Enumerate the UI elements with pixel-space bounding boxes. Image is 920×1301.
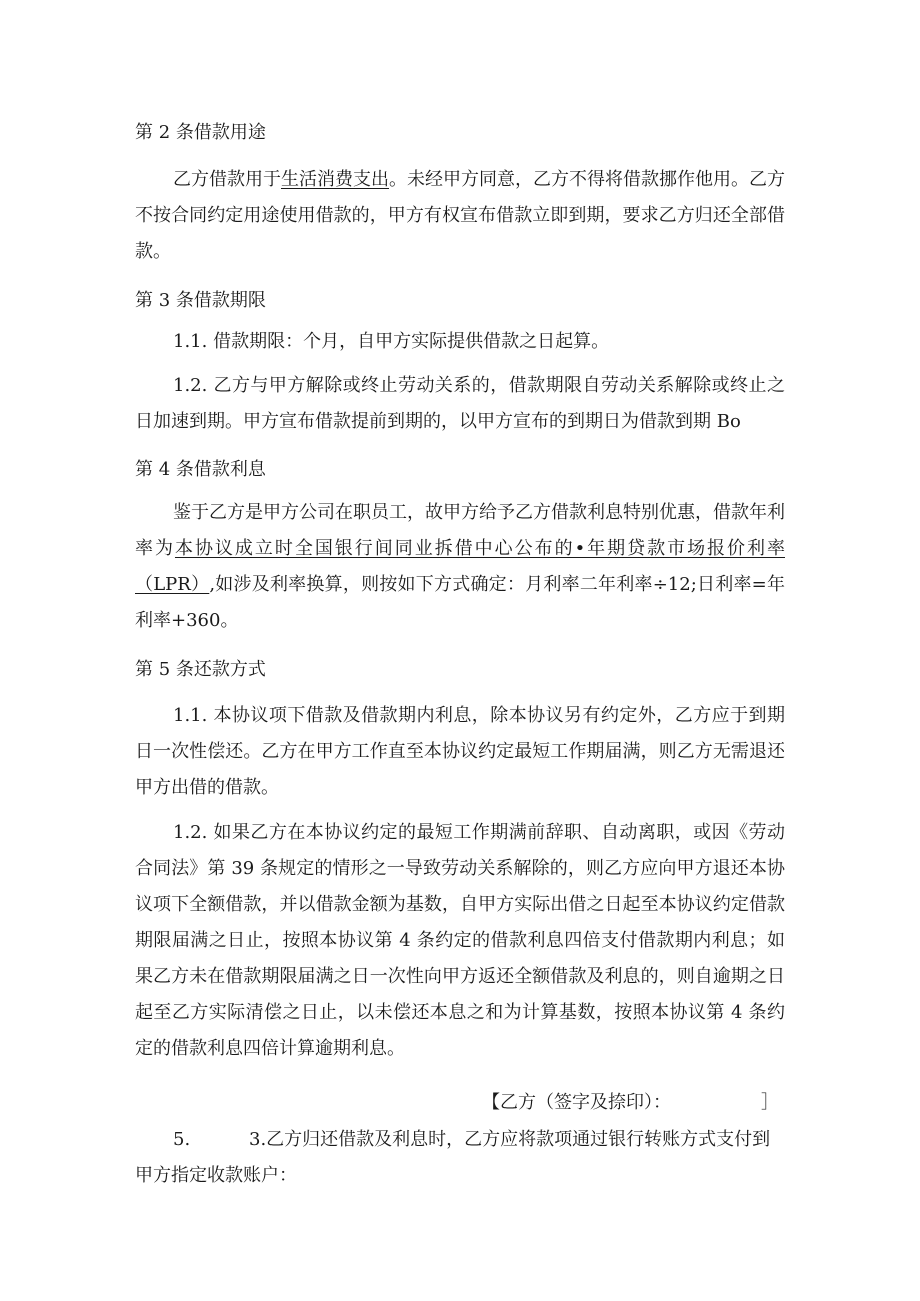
article-2-text-b: 。未经甲方同意，乙方不得将借款挪作他用。乙方不按合同约定用途使用借款的，甲方有权宣布借款立即到期，要求乙方归还全部借款。: [135, 169, 785, 262]
article-3-clause-1: 1.1. 借款期限：个月，自甲方实际提供借款之日起算。: [173, 331, 610, 352]
article-5-clause-3: [135, 1122, 785, 1194]
party-b-signature-line: [482, 1090, 779, 1116]
article-5-heading: 第 5 条还款方式: [135, 659, 266, 680]
article-4-paragraph: [135, 495, 785, 639]
article-5-clause-2: 1.2. 如果乙方在本协议约定的最短工作期满前辞职、自动离职，或因《劳动合同法》第 39 条规定的情形之一导致劳动关系解除的，则乙方应向甲方退还本协议项下全额借款，并以借款金额为基数，自甲方实际出借之日起至本协议约定借款期限届满之日止，按照本协议第 4 条约定的借款利息四倍支付借款期内利息；如果乙方未在借款期限届满之日一次性向甲方返还全额借款及利息的，则自逾期之日起至乙方实际清偿之日止，以未偿还本息之和为计算基数，按照本协议第 4 条约定的借款利息四倍计算逾期利息。: [135, 822, 785, 1059]
article-4-text-b: ,如涉及利率换算，则按如下方式确定：月利率二年利率÷12;日利率=年利率+360。: [135, 574, 785, 631]
article-5-clause-1: 1.1. 本协议项下借款及借款期内利息，除本协议另有约定外，乙方应于到期日一次性偿还。乙方在甲方工作直至本协议约定最短工作期届满，则乙方无需退还甲方出借的借款。: [135, 705, 785, 798]
article-3-heading: 第 3 条借款期限: [135, 290, 266, 311]
interest-rate-field: 本协议成立时全国银行间同业拆借中心公布的•年期贷款市场报价利率（LPR）: [135, 538, 785, 595]
loan-purpose-field: 生活消费支出: [281, 169, 389, 190]
article-2-text-a: 乙方借款用于: [173, 169, 281, 190]
signature-label: 【乙方（签字及捺印）：: [482, 1092, 671, 1113]
clause-number: 5.: [173, 1129, 191, 1150]
article-2-heading: 第 2 条借款用途: [135, 122, 266, 143]
article-2-paragraph: [135, 162, 785, 270]
signature-bracket-close: ］: [761, 1092, 779, 1113]
clause-3-text: 3.乙方归还借款及利息时，乙方应将款项通过银行转账方式支付到甲方指定收款账户：: [135, 1129, 771, 1186]
article-4-heading: 第 4 条借款利息: [135, 459, 266, 480]
article-3-clause-2: 1.2. 乙方与甲方解除或终止劳动关系的，借款期限自劳动关系解除或终止之日加速到期。甲方宣布借款提前到期的，以甲方宣布的到期日为借款到期 Bo: [135, 375, 785, 432]
article-4-text-a: 鉴于乙方是甲方公司在职员工，故甲方给予乙方借款利息特别优惠，借款年利率为: [135, 502, 785, 559]
